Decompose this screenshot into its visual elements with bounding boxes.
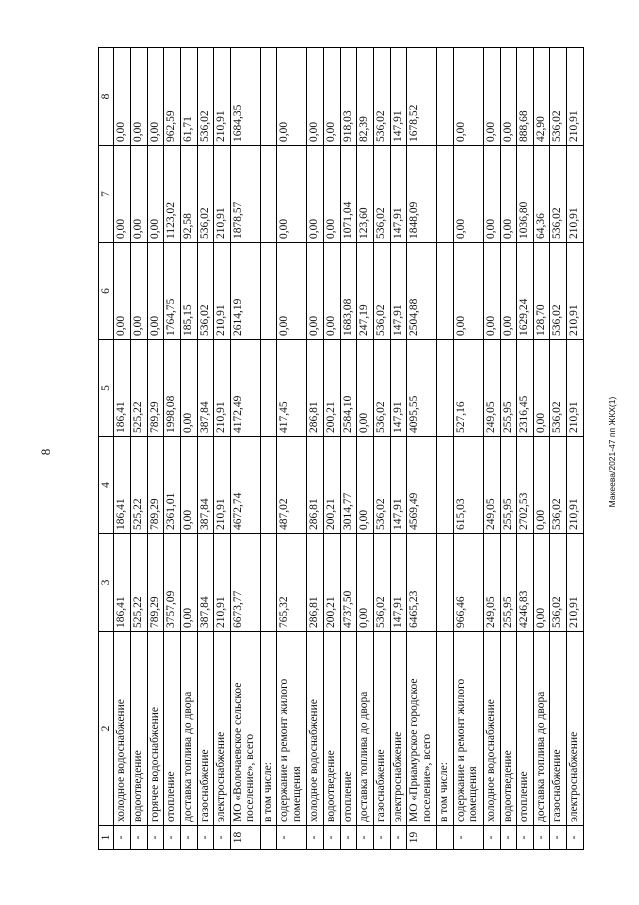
row-number-cell <box>437 826 454 850</box>
table-row <box>180 48 197 850</box>
value-cell: 286,81 <box>307 437 324 534</box>
item-name-cell: МО «Приамурское городское поселение», всего <box>407 632 437 826</box>
value-cell: 210,91 <box>567 48 584 146</box>
item-name-cell: доставка топлива до двора <box>180 632 197 826</box>
value-cell: 0,00 <box>277 48 307 146</box>
value-cell: 0,00 <box>453 146 483 243</box>
table-row <box>550 48 567 850</box>
value-cell: 249,05 <box>483 340 500 437</box>
row-number-cell: 18 <box>230 826 260 850</box>
row-number-cell: - <box>550 826 567 850</box>
value-cell <box>437 48 454 146</box>
value-cell: 0,00 <box>357 534 374 632</box>
value-cell: 615,03 <box>453 437 483 534</box>
value-cell: 210,91 <box>567 340 584 437</box>
value-cell: 2614,19 <box>230 243 260 340</box>
value-cell: 0,00 <box>483 146 500 243</box>
value-cell: 147,91 <box>390 534 407 632</box>
item-name-cell: холодное водоснабжение <box>114 632 131 826</box>
value-cell: 962,59 <box>164 48 181 146</box>
value-cell: 249,05 <box>483 534 500 632</box>
value-cell: 147,91 <box>390 340 407 437</box>
value-cell: 0,00 <box>131 243 148 340</box>
row-number-cell: - <box>483 826 500 850</box>
item-name-cell: отопление <box>340 632 357 826</box>
value-cell: 186,41 <box>114 437 131 534</box>
item-name-cell: электроснабжение <box>390 632 407 826</box>
value-cell: 525,22 <box>131 534 148 632</box>
header-cell: 4 <box>99 437 114 534</box>
value-cell: 128,70 <box>533 243 550 340</box>
header-row <box>99 48 114 850</box>
value-cell: 4737,50 <box>340 534 357 632</box>
value-cell: 1678,52 <box>407 48 437 146</box>
row-number-cell: - <box>164 826 181 850</box>
value-cell: 210,91 <box>567 243 584 340</box>
value-cell: 0,00 <box>533 534 550 632</box>
page-number: 8 <box>38 448 53 456</box>
value-cell: 0,00 <box>533 437 550 534</box>
header-cell: 6 <box>99 243 114 340</box>
value-cell: 42,90 <box>533 48 550 146</box>
item-name-cell: газоснабжение <box>197 632 214 826</box>
value-cell: 1629,24 <box>517 243 534 340</box>
value-cell: 4569,49 <box>407 437 437 534</box>
value-cell: 0,00 <box>324 146 341 243</box>
value-cell <box>260 340 277 437</box>
value-cell: 3757,09 <box>164 534 181 632</box>
value-cell: 123,60 <box>357 146 374 243</box>
row-number-cell: - <box>307 826 324 850</box>
row-number-cell: - <box>114 826 131 850</box>
item-name-cell: горячее водоснабжение <box>147 632 164 826</box>
value-cell: 210,91 <box>214 243 231 340</box>
table-row <box>114 48 131 850</box>
value-cell: 249,05 <box>483 437 500 534</box>
header-cell: 7 <box>99 146 114 243</box>
value-cell: 186,41 <box>114 340 131 437</box>
table-row <box>483 48 500 850</box>
value-cell: 536,02 <box>197 48 214 146</box>
value-cell: 2316,45 <box>517 340 534 437</box>
row-number-cell: - <box>277 826 307 850</box>
value-cell: 789,29 <box>147 437 164 534</box>
value-cell: 6465,23 <box>407 534 437 632</box>
value-cell: 210,91 <box>567 437 584 534</box>
value-cell: 247,19 <box>357 243 374 340</box>
value-cell: 82,39 <box>357 48 374 146</box>
value-cell: 147,91 <box>390 146 407 243</box>
value-cell: 3014,77 <box>340 437 357 534</box>
value-cell: 1071,04 <box>340 146 357 243</box>
value-cell: 185,15 <box>180 243 197 340</box>
item-name-cell: водоотведение <box>131 632 148 826</box>
value-cell: 0,00 <box>483 243 500 340</box>
value-cell: 210,91 <box>567 534 584 632</box>
value-cell: 387,84 <box>197 437 214 534</box>
value-cell: 536,02 <box>550 437 567 534</box>
value-cell: 210,91 <box>567 146 584 243</box>
item-name-cell: газоснабжение <box>373 632 390 826</box>
value-cell <box>260 534 277 632</box>
value-cell: 0,00 <box>114 243 131 340</box>
item-name-cell: газоснабжение <box>550 632 567 826</box>
value-cell <box>260 48 277 146</box>
row-number-cell: - <box>533 826 550 850</box>
row-number-cell: - <box>214 826 231 850</box>
table-row <box>500 48 517 850</box>
value-cell: 92,58 <box>180 146 197 243</box>
value-cell: 4672,74 <box>230 437 260 534</box>
value-cell: 1683,08 <box>340 243 357 340</box>
value-cell: 1848,09 <box>407 146 437 243</box>
value-cell: 0,00 <box>147 48 164 146</box>
value-cell: 4246,83 <box>517 534 534 632</box>
value-cell: 525,22 <box>131 437 148 534</box>
value-cell: 0,00 <box>131 48 148 146</box>
value-cell: 0,00 <box>324 243 341 340</box>
value-cell: 527,16 <box>453 340 483 437</box>
value-cell: 487,02 <box>277 437 307 534</box>
value-cell: 1878,57 <box>230 146 260 243</box>
table-row <box>437 48 454 850</box>
value-cell: 1684,35 <box>230 48 260 146</box>
value-cell: 4095,55 <box>407 340 437 437</box>
value-cell: 4172,49 <box>230 340 260 437</box>
value-cell <box>260 243 277 340</box>
value-cell: 536,02 <box>550 340 567 437</box>
value-cell: 0,00 <box>453 48 483 146</box>
value-cell: 0,00 <box>114 48 131 146</box>
value-cell: 0,00 <box>114 146 131 243</box>
value-cell: 1036,80 <box>517 146 534 243</box>
row-number-cell: - <box>197 826 214 850</box>
value-cell: 255,95 <box>500 534 517 632</box>
value-cell: 255,95 <box>500 437 517 534</box>
value-cell: 0,00 <box>180 437 197 534</box>
value-cell: 6673,77 <box>230 534 260 632</box>
item-name-cell: МО «Волочаевское сельское поселение», всего <box>230 632 260 826</box>
value-cell: 2361,01 <box>164 437 181 534</box>
value-cell: 0,00 <box>500 146 517 243</box>
value-cell: 0,00 <box>131 146 148 243</box>
row-number-cell: - <box>390 826 407 850</box>
item-name-cell: водоотведение <box>324 632 341 826</box>
item-name-cell: электроснабжение <box>214 632 231 826</box>
value-cell: 0,00 <box>357 340 374 437</box>
header-cell: 2 <box>99 632 114 826</box>
value-cell: 210,91 <box>214 534 231 632</box>
value-cell: 536,02 <box>550 146 567 243</box>
value-cell <box>437 146 454 243</box>
item-name-cell: доставка топлива до двора <box>357 632 374 826</box>
table-row <box>407 48 437 850</box>
row-number-cell: - <box>147 826 164 850</box>
value-cell <box>437 534 454 632</box>
header-cell: 8 <box>99 48 114 146</box>
table-row <box>517 48 534 850</box>
value-cell: 0,00 <box>500 243 517 340</box>
value-cell <box>260 146 277 243</box>
item-name-cell: отопление <box>517 632 534 826</box>
row-number-cell: - <box>567 826 584 850</box>
row-number-cell: - <box>131 826 148 850</box>
value-cell: 186,41 <box>114 534 131 632</box>
header-cell: 5 <box>99 340 114 437</box>
table-row <box>230 48 260 850</box>
value-cell: 0,00 <box>500 48 517 146</box>
value-cell: 536,02 <box>197 243 214 340</box>
table-row <box>533 48 550 850</box>
table-row <box>340 48 357 850</box>
value-cell: 789,29 <box>147 340 164 437</box>
item-name-cell: содержание и ремонт жилого помещения <box>277 632 307 826</box>
row-number-cell: - <box>357 826 374 850</box>
table-row <box>260 48 277 850</box>
row-number-cell: - <box>340 826 357 850</box>
value-cell: 536,02 <box>373 243 390 340</box>
value-cell: 1998,08 <box>164 340 181 437</box>
table-row <box>373 48 390 850</box>
value-cell: 200,21 <box>324 534 341 632</box>
value-cell: 286,81 <box>307 534 324 632</box>
value-cell: 286,81 <box>307 340 324 437</box>
value-cell <box>437 437 454 534</box>
value-cell: 2702,53 <box>517 437 534 534</box>
value-cell: 0,00 <box>277 243 307 340</box>
value-cell: 2584,10 <box>340 340 357 437</box>
value-cell: 536,02 <box>197 146 214 243</box>
value-cell: 200,21 <box>324 340 341 437</box>
value-cell: 536,02 <box>373 48 390 146</box>
table-row <box>147 48 164 850</box>
value-cell: 2504,88 <box>407 243 437 340</box>
value-cell: 64,36 <box>533 146 550 243</box>
value-cell: 0,00 <box>147 243 164 340</box>
row-number-cell: - <box>500 826 517 850</box>
value-cell: 789,29 <box>147 534 164 632</box>
value-cell: 0,00 <box>483 48 500 146</box>
value-cell: 210,91 <box>214 340 231 437</box>
value-cell: 536,02 <box>550 534 567 632</box>
value-cell: 1123,02 <box>164 146 181 243</box>
item-name-cell: холодное водоснабжение <box>483 632 500 826</box>
table-row <box>567 48 584 850</box>
value-cell: 536,02 <box>373 340 390 437</box>
value-cell: 525,22 <box>131 340 148 437</box>
table-row <box>197 48 214 850</box>
rotated-table-frame <box>98 48 584 850</box>
table-row <box>307 48 324 850</box>
value-cell: 536,02 <box>550 48 567 146</box>
value-cell: 61,71 <box>180 48 197 146</box>
value-cell: 536,02 <box>373 437 390 534</box>
value-cell: 387,84 <box>197 534 214 632</box>
value-cell: 0,00 <box>307 146 324 243</box>
value-cell: 1764,75 <box>164 243 181 340</box>
row-number-cell: - <box>453 826 483 850</box>
value-cell <box>437 340 454 437</box>
value-cell: 536,02 <box>550 243 567 340</box>
value-cell: 888,68 <box>517 48 534 146</box>
row-number-cell: - <box>180 826 197 850</box>
item-name-cell: в том числе: <box>260 632 277 826</box>
table-row <box>324 48 341 850</box>
value-cell: 0,00 <box>324 48 341 146</box>
value-cell <box>437 243 454 340</box>
table-row <box>214 48 231 850</box>
value-cell: 0,00 <box>277 146 307 243</box>
table-row <box>277 48 307 850</box>
item-name-cell: доставка топлива до двора <box>533 632 550 826</box>
item-name-cell: электроснабжение <box>567 632 584 826</box>
row-number-cell: - <box>517 826 534 850</box>
value-cell: 536,02 <box>373 146 390 243</box>
value-cell: 210,91 <box>214 437 231 534</box>
table-row <box>164 48 181 850</box>
value-cell: 147,91 <box>390 437 407 534</box>
value-cell: 0,00 <box>307 243 324 340</box>
table-row <box>453 48 483 850</box>
value-cell: 0,00 <box>357 437 374 534</box>
table-row <box>357 48 374 850</box>
value-cell: 147,91 <box>390 243 407 340</box>
value-cell: 0,00 <box>533 340 550 437</box>
value-cell: 387,84 <box>197 340 214 437</box>
value-cell: 0,00 <box>307 48 324 146</box>
value-cell: 210,91 <box>214 48 231 146</box>
value-cell <box>260 437 277 534</box>
item-name-cell: холодное водоснабжение <box>307 632 324 826</box>
item-name-cell: водоотведение <box>500 632 517 826</box>
table-container <box>98 48 584 850</box>
row-number-cell: 19 <box>407 826 437 850</box>
row-number-cell: - <box>324 826 341 850</box>
item-name-cell: в том числе: <box>437 632 454 826</box>
value-cell: 147,91 <box>390 48 407 146</box>
value-cell: 918,03 <box>340 48 357 146</box>
value-cell: 0,00 <box>180 534 197 632</box>
value-cell: 0,00 <box>453 243 483 340</box>
tariff-table <box>98 47 584 850</box>
value-cell: 0,00 <box>147 146 164 243</box>
value-cell: 210,91 <box>214 146 231 243</box>
item-name-cell: содержание и ремонт жилого помещения <box>453 632 483 826</box>
row-number-cell: - <box>373 826 390 850</box>
value-cell: 966,46 <box>453 534 483 632</box>
header-cell: 1 <box>99 826 114 850</box>
value-cell: 417,45 <box>277 340 307 437</box>
table-row <box>131 48 148 850</box>
table-row <box>390 48 407 850</box>
header-cell: 3 <box>99 534 114 632</box>
value-cell: 255,95 <box>500 340 517 437</box>
item-name-cell: отопление <box>164 632 181 826</box>
document-footer: Макеева/2021-47 пп ЖКХ(1) <box>607 396 617 508</box>
value-cell: 0,00 <box>180 340 197 437</box>
value-cell: 536,02 <box>373 534 390 632</box>
value-cell: 765,32 <box>277 534 307 632</box>
table-body <box>114 48 584 850</box>
row-number-cell <box>260 826 277 850</box>
value-cell: 200,21 <box>324 437 341 534</box>
